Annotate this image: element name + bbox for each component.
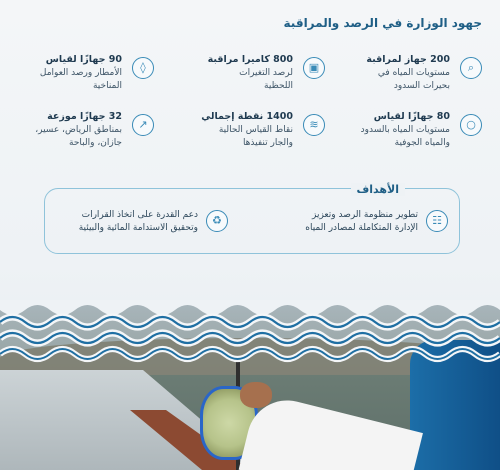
stat-line: بحيرات السدود: [393, 81, 450, 91]
stat-line: مستويات المياه في: [377, 68, 450, 78]
goal-line: تطوير منظومة الرصد وتعزيز: [311, 210, 418, 220]
chart-icon: ↗: [132, 114, 154, 136]
goal-line: دعم القدرة على اتخاذ القرارات: [81, 210, 198, 220]
dam-photo: [0, 300, 500, 470]
goal-line: وتحقيق الاستدامة المائية والبيئية: [78, 223, 198, 233]
wave-decoration: [0, 300, 500, 366]
stat-line: بمناطق الرياض، عسير،: [35, 125, 122, 135]
stat-groundwater-devices: [314, 111, 482, 154]
stat-head: 32 جهازًا موزعة: [47, 111, 122, 122]
stat-head: 1400 نقطة إجمالي: [201, 111, 293, 122]
stat-head: 80 جهازًا لقياس: [373, 111, 450, 122]
stat-head: 90 جهازًا لقياس: [45, 54, 122, 65]
goal-decision-support: [48, 210, 228, 240]
stat-line: اللحظية: [264, 81, 293, 91]
goals-heading: الأهداف: [351, 183, 406, 196]
stat-measurement-points: [157, 111, 325, 154]
page-title: جهود الوزارة في الرصد والمراقبة: [283, 16, 482, 30]
goal-monitoring-system: [258, 210, 448, 240]
recycle-icon: ♻: [206, 210, 228, 232]
goal-line: الإدارة المتكاملة لمصادر المياه: [305, 223, 418, 233]
stat-line: نقاط القياس الحالية: [218, 125, 293, 135]
stat-head: 800 كاميرا مراقبة: [207, 54, 293, 65]
stat-regional-devices: [6, 111, 154, 154]
stat-line: والمياه الجوفية: [394, 138, 450, 148]
drop-icon: ◊: [132, 57, 154, 79]
stat-line: جازان، والباحة: [69, 138, 122, 148]
stat-rain-devices: [6, 54, 154, 97]
stat-line: المناخية: [92, 81, 122, 91]
magnifier-icon: ⌕: [460, 57, 482, 79]
stat-line: مستويات المياه بالسدود: [360, 125, 450, 135]
stat-dam-lake-devices: [314, 54, 482, 97]
building-icon: ☷: [426, 210, 448, 232]
camera-icon: ▣: [303, 57, 325, 79]
stat-cameras: [157, 54, 325, 97]
stat-line: الأمطار ورصد العوامل: [39, 68, 122, 78]
photo-hand: [240, 382, 272, 408]
stat-line: والجار تنفيذها: [242, 138, 293, 148]
stat-line: لرصد التغيرات: [239, 68, 293, 78]
water-drop-icon: ○: [460, 114, 482, 136]
stat-head: 200 جهاز لمراقبة: [366, 54, 450, 65]
wave-icon: ≋: [303, 114, 325, 136]
